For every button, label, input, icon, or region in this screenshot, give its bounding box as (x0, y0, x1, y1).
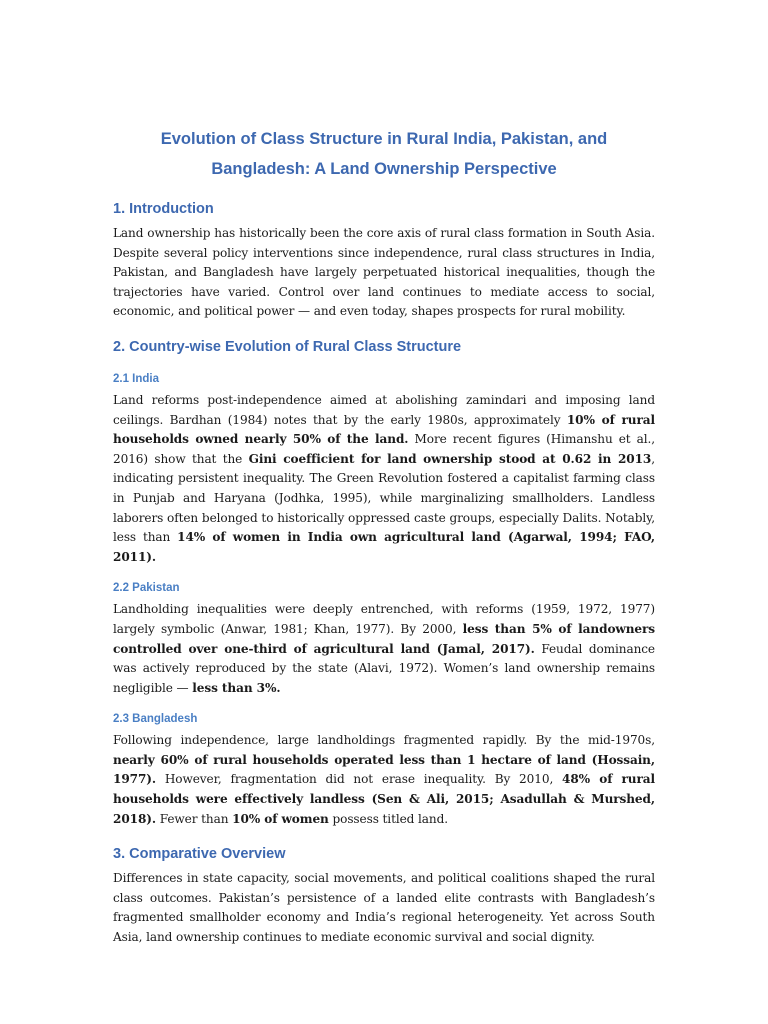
pakistan-bold-2: less than 3%. (192, 680, 281, 695)
heading-comparative-overview: 3. Comparative Overview (113, 846, 286, 863)
paragraph-bangladesh (113, 731, 655, 829)
paragraph-pakistan (113, 600, 655, 698)
india-bold-2: Gini coefficient for land ownership stood at 0.62 in 2013 (248, 451, 652, 466)
bangladesh-text-1: Following independence, large landholdings fragmented rapidly. By the mid-1970s, (113, 733, 655, 748)
heading-bangladesh: 2.3 Bangladesh (113, 713, 198, 726)
bangladesh-bold-2: 48% of rural households were effectively landless (Sen & Ali, 2015; Asadullah & Murshed, 2018). (113, 772, 655, 826)
heading-pakistan: 2.2 Pakistan (113, 582, 180, 595)
pakistan-text-2: Feudal dominance was actively reproduced by the state (Alavi, 1972). Women’s land ownership remains negligible — (113, 641, 655, 695)
pakistan-bold-1: less than 5% of landowners controlled over one-third of agricultural land (Jamal, 2017). (113, 621, 655, 656)
heading-india: 2.1 India (113, 372, 160, 385)
pakistan-text-1: Landholding inequalities were deeply entrenched, with reforms (1959, 1972, 1977) largely symbolic (Anwar, 1981; Khan, 1977). By 2000, (113, 602, 655, 636)
heading-country-wise: 2. Country-wise Evolution of Rural Class Structure (113, 338, 462, 355)
bangladesh-bold-3: 10% of women (232, 811, 329, 826)
india-bold-3: 14% of women in India own agricultural land (Agarwal, 1994; FAO, 2011). (113, 530, 655, 564)
india-bold-1: 10% of rural households owned nearly 50% of the land. (113, 412, 655, 447)
bangladesh-bold-1: nearly 60% of rural households operated less than 1 hectare of land (Hossain, 1977). (113, 752, 655, 787)
paragraph-india (113, 391, 655, 567)
bangladesh-text-4: possess titled land. (328, 811, 448, 826)
paragraph-introduction: Land ownership has historically been the core axis of rural class formation in South Asia. Despite several policy interventions since independence, rural class structures in India, Pakistan, and Bangladesh have largely perpetuated historical inequalities, though the trajectories have varied. Control over land continues to mediate access to social, economic, and political power — and even today, shapes prospects for rural mobility. (113, 226, 655, 319)
bangladesh-text-3: Fewer than (156, 811, 233, 826)
heading-introduction: 1. Introduction (113, 201, 214, 217)
india-text-1: Land reforms post-independence aimed at abolishing zamindari and imposing land ceilings. Bardhan (1984) notes that by the early 1980s, approximately (113, 392, 655, 427)
bangladesh-text-2: However, fragmentation did not erase inequality. By 2010, (156, 772, 563, 787)
india-text-2: More recent figures (Himanshu et al., 2016) show that the (113, 432, 655, 466)
document-title: Evolution of Class Structure in Rural India, Pakistan, and Bangladesh: A Land Ownership Perspective (160, 130, 608, 178)
paragraph-comparative-overview: Differences in state capacity, social movements, and political coalitions shaped the rural class outcomes. Pakistan’s persistence of a landed elite contrasts with Bangladesh’s fragmented smallholder economy and India’s regional heterogeneity. Yet across South Asia, land ownership continues to mediate economic survival and social dignity. (113, 871, 655, 945)
india-text-3: , indicating persistent inequality. The Green Revolution fostered a capitalist farming class in Punjab and Haryana (Jodhka, 1995), while marginalizing smallholders. Landless laborers often belonged to historically oppressed caste groups, especially Dalits. Notably, less than (113, 451, 655, 545)
